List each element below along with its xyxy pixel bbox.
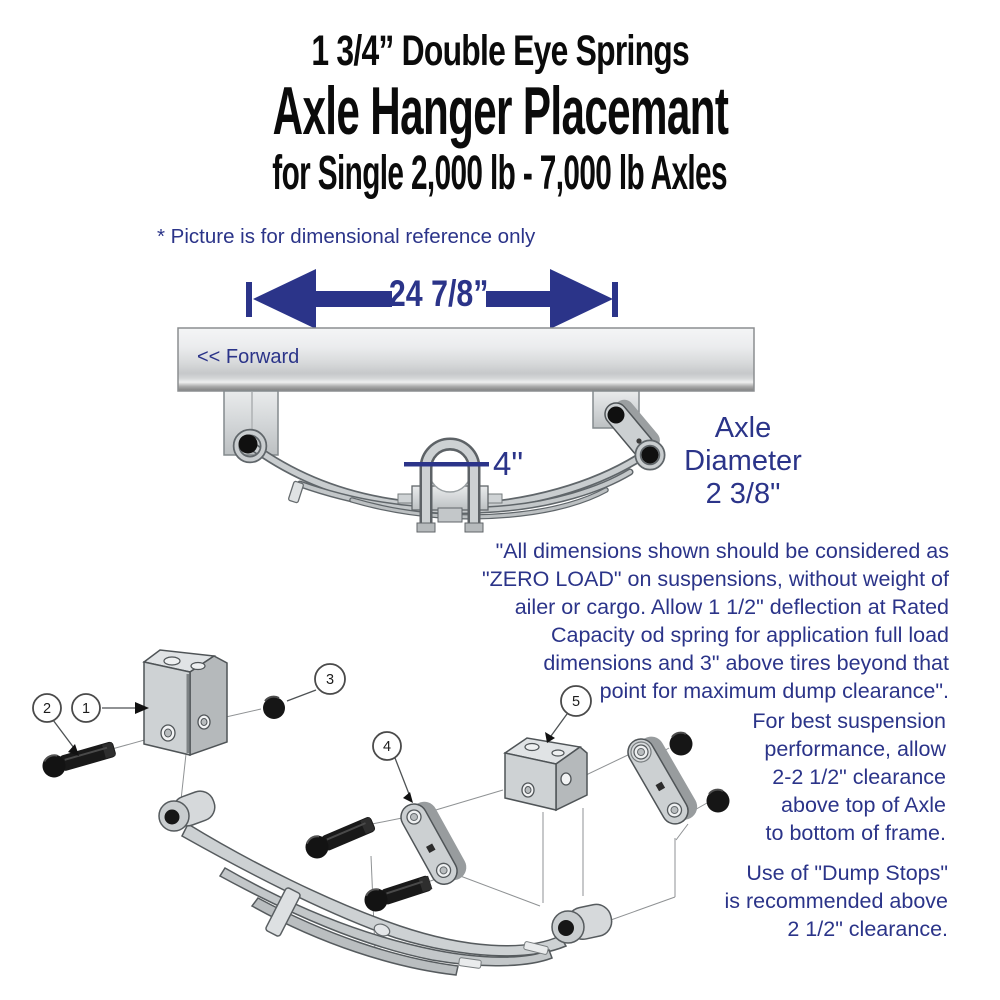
clearance-line: above top of Axle [781,793,946,817]
reference-note: * Picture is for dimensional reference only [157,225,536,248]
zero-load-line: ailer or cargo. Allow 1 1/2" deflection at Rated [514,595,949,619]
zero-load-note [460,537,949,705]
forward-label: << Forward [197,346,300,368]
shackle-upper-bolt [608,407,625,424]
spring-front-eye [159,787,219,831]
flange-nut-rear-upper [670,733,693,756]
callout-3-number: 3 [325,672,335,688]
dump-stops-note [688,859,948,943]
hanger-bracket-front [144,650,227,755]
shackle-plate-left [396,794,471,889]
front-hanger-bolt [239,435,258,454]
dump-stops-line: 2 1/2" clearance. [787,917,948,941]
callout-leaders [53,690,567,803]
spring-clamp [288,481,304,503]
mounting-bolt-front [40,738,118,781]
zero-load-line: "ZERO LOAD" on suspensions, without weight of [482,567,949,591]
zero-load-line: point for maximum dump clearance". [599,679,949,703]
dump-stops-line: is recommended above [724,889,948,913]
axle-diameter-line-1: Axle [714,412,772,444]
title-line-1: 1 3/4” Double Eye Springs [311,27,689,75]
clearance-note [700,707,946,847]
axle-offset-dimension: 4" [493,445,524,482]
zero-load-line: Capacity od spring for application full load [551,623,949,647]
clearance-line: 2-2 1/2" clearance [772,765,946,789]
callout-1-number: 1 [81,701,91,717]
clearance-line: to bottom of frame. [765,821,946,845]
clearance-line: performance, allow [764,737,946,761]
callout-2-number: 2 [42,701,52,717]
zero-load-line: "All dimensions shown should be considered as [495,539,949,563]
hanger-spacing-dimension: 24 7/8” [389,273,489,314]
callout-4-number: 4 [382,739,392,755]
clearance-line: For best suspension [752,709,946,733]
shackle-rivet [636,438,641,443]
hanger-bracket-rear [505,738,587,810]
spring-rear-eye [552,902,614,943]
flange-nut-front [263,697,285,719]
axle-diameter-line-3: 2 3/8" [705,478,781,510]
dump-stops-line: Use of "Dump Stops" [746,861,948,885]
axle-offset-line [404,462,489,467]
shackle-bolt-upper [302,813,378,862]
axle-diameter-line-2: Diameter [684,445,802,477]
title-line-3: for Single 2,000 lb - 7,000 lb Axles [272,147,728,200]
axle-diameter-label [645,412,841,511]
title-line-2: Axle Hanger Placemant [272,73,728,149]
callout-5-number: 5 [571,694,581,710]
zero-load-line: dimensions and 3" above tires beyond that [543,651,949,675]
